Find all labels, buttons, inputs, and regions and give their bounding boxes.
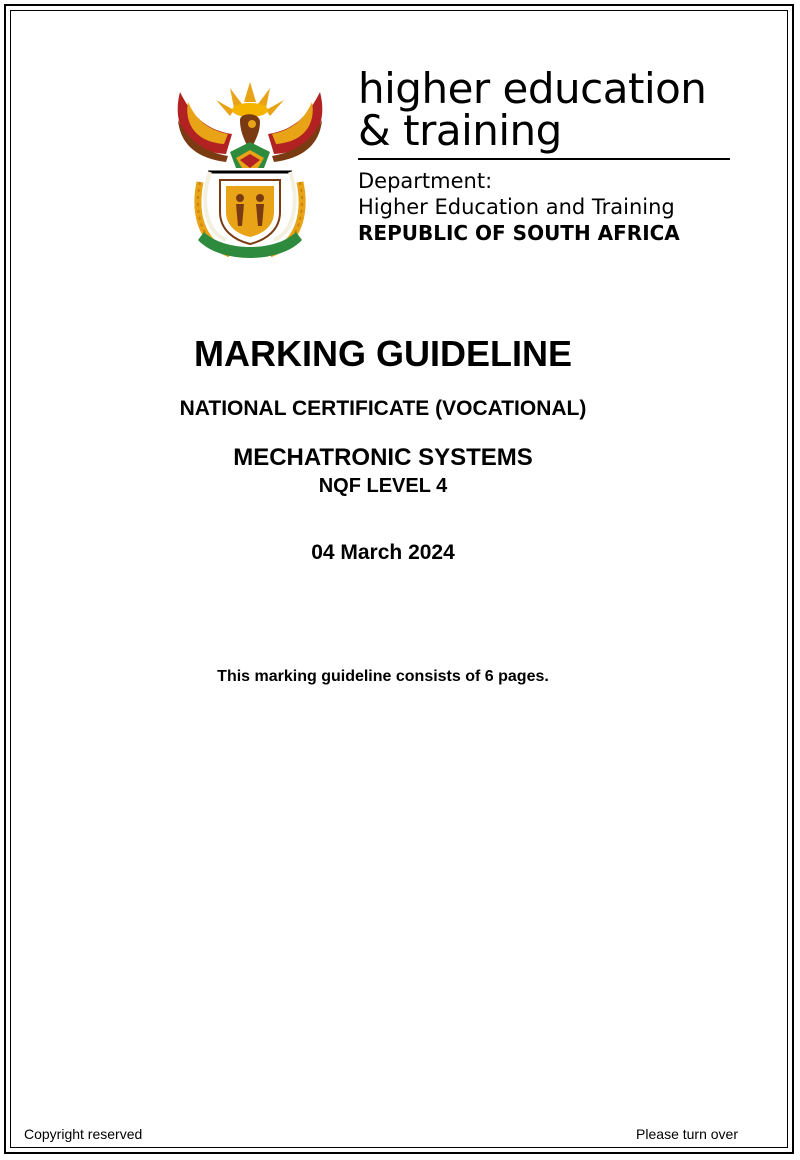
footer-copyright: Copyright reserved <box>24 1126 143 1142</box>
exam-date: 04 March 2024 <box>311 541 455 564</box>
nqf-level: NQF LEVEL 4 <box>318 475 448 497</box>
coat-of-arms-icon <box>170 72 330 262</box>
department-name: Higher Education and Training <box>358 195 675 219</box>
brand-line-2: & training <box>358 106 562 155</box>
certificate-name: NATIONAL CERTIFICATE (VOCATIONAL) <box>179 397 587 420</box>
coat-of-arms-logo <box>170 72 330 262</box>
document-title: MARKING GUIDELINE <box>194 333 572 374</box>
subject-name: MECHATRONIC SYSTEMS <box>233 444 533 471</box>
brand-line-1: higher education <box>358 64 707 113</box>
country-name: REPUBLIC OF SOUTH AFRICA <box>358 221 680 245</box>
footer-turn-over: Please turn over <box>636 1126 738 1142</box>
page-count-note: This marking guideline consists of 6 pages. <box>217 668 549 685</box>
brand-divider <box>358 158 730 160</box>
department-brand <box>358 64 738 246</box>
department-label: Department: <box>358 169 493 193</box>
